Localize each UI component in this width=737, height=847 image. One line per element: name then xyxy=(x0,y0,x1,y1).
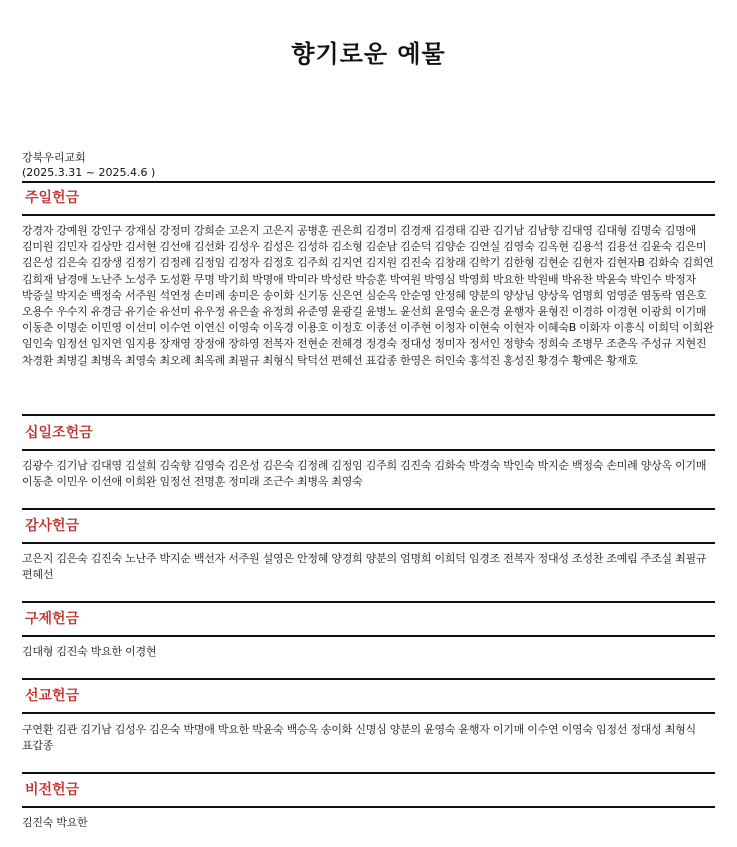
section-divider xyxy=(22,214,715,216)
section-divider xyxy=(22,542,715,544)
section-title-relief: 구제헌금 xyxy=(25,611,80,627)
section-divider xyxy=(22,181,715,183)
section-divider xyxy=(22,449,715,451)
section-title-missions: 선교헌금 xyxy=(25,688,80,704)
section-title-thanksgiving: 감사헌금 xyxy=(25,518,80,534)
date-range: (2025.3.31 ~ 2025.4.6 ) xyxy=(22,166,156,179)
section-divider xyxy=(22,508,715,510)
page-title: 향기로운 예물 xyxy=(291,40,446,68)
donor-list-vision: 김진숙 박요한 xyxy=(22,816,88,829)
section-divider xyxy=(22,678,715,680)
section-title-sunday-offering: 주일헌금 xyxy=(25,190,80,206)
section-divider xyxy=(22,601,715,603)
donor-list-tithe: 김광수 김기남 김대영 김설희 김숙향 김영숙 김은성 김은숙 김정례 김정임 김주희 김진숙 김화숙 박경숙 박인숙 박지순 백정숙 손미례 양상옥 이기매 이동춘 이민우 이선애 이희완 임정선 전명훈 정미래 조근수 최병옥 최영숙 xyxy=(22,459,707,489)
section-divider xyxy=(22,806,715,808)
donor-list-relief: 김대형 김진숙 박요한 이경현 xyxy=(22,645,157,658)
section-divider xyxy=(22,635,715,637)
section-divider xyxy=(22,712,715,714)
section-title-tithe: 십일조헌금 xyxy=(25,425,93,441)
section-divider xyxy=(22,772,715,774)
section-title-vision: 비전헌금 xyxy=(25,782,80,798)
donor-list-missions: 구연환 김관 김기남 김성우 김은숙 박명애 박요한 박윤숙 백승옥 송이화 신명심 양분의 윤영숙 윤행자 이기매 이수연 이영숙 임정선 정대성 최형식 표갑종 xyxy=(22,723,696,753)
section-divider xyxy=(22,414,715,416)
church-name: 강북우리교회 xyxy=(22,151,86,164)
donor-list-thanksgiving: 고은지 김은숙 김진숙 노난주 박지순 백선자 서주원 설영은 안정혜 양경희 양분의 엄명희 이희덕 임경조 전복자 정대성 조성찬 조예림 주조실 최필규 편혜선 xyxy=(22,552,707,582)
donor-list-sunday-offering: 강경자 강예원 강인구 강재심 강정미 강희순 고은지 고은지 공병훈 권은희 김경미 김경재 김경태 김관 김기남 김남향 김대영 김대형 김명숙 김명애 김미원 김민자 김상만 김서현 김선애 김선화 김성우 김성은 김성하 김소형 김순남 김순덕 김양순 김연실 김영숙 김옥현 김용석 김용선 김윤숙 김은미 김은성 김은숙 김장생 김정기 김정례 김정임 김정자 김정호 김주희 김지연 김지원 김진숙 김창래 김학기 김한형 김현순 김현자 김현자B 김화숙 김희연 김희재 남경애 노난주 노성주 도성환 무명 박기희 박명애 박미라 박성란 박승훈 박여원 박영심 박영희 박요한 박원배 박유찬 박윤숙 박인수 박정자 박증실 박지순 백정숙 서주원 석연정 손미례 송미은 송이화 신기동 신은연 심순옥 안순영 안정혜 양분의 양상님 양상욱 엄명희 엄영준 염동락 염은호 오용수 우수지 유경금 유기순 유선미 유우정 유은솔 유정희 유준영 윤광길 윤병노 윤선희 윤영숙 윤은경 윤행자 윤형진 이경하 이경현 이광희 이기매 이동춘 이명순 이민영 이선미 이수연 이연신 이영숙 이옥경 이용호 이정호 이종선 이주현 이청자 이현숙 이현자 이혜숙B 이화자 이흥식 이희덕 이희완 임인숙 임정선 임지연 임지용 장재영 장정애 장하영 전복자 전현순 전혜경 정경숙 정대성 정미자 정서인 정향숙 정희숙 조병무 조춘옥 주성규 지현진 차경환 최병길 최병옥 최영숙 최오례 최옥례 최필규 최형식 탁덕선 편혜선 표갑종 한영은 허인숙 홍석진 홍성진 황경수 황예은 황재호 xyxy=(22,224,714,367)
